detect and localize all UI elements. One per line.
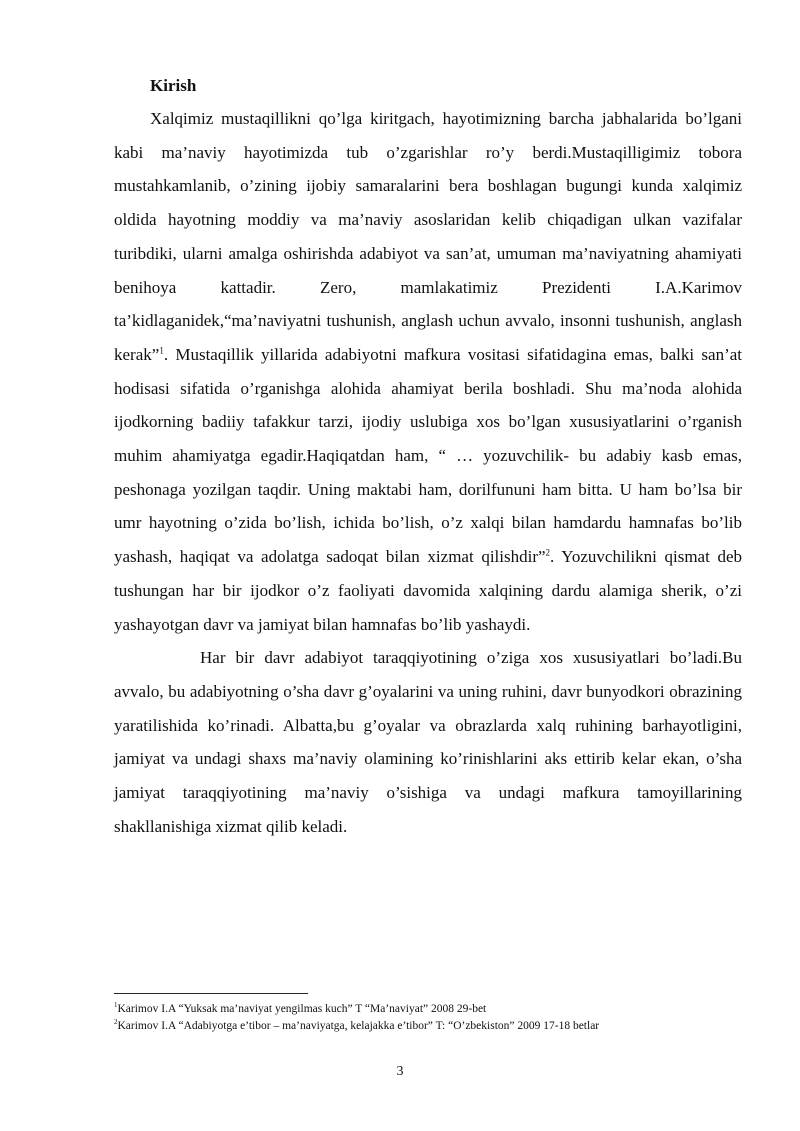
footnote-text-2: Karimov I.A “Adabiyotga e’tibor – ma’naviyatga, kelajakka e’tibor” T: “O’zbekiston” 2009 17-18 betlar bbox=[117, 1020, 600, 1032]
footnote-2 bbox=[114, 1018, 754, 1035]
footnotes bbox=[114, 1001, 754, 1035]
footnote-1 bbox=[114, 1001, 754, 1018]
page-number: 3 bbox=[396, 1064, 404, 1079]
footnote-divider bbox=[114, 993, 308, 994]
paragraph-2: Har bir davr adabiyot taraqqiyotining o’ziga xos xususiyatlari bo’ladi.Bu avvalo, bu adabiyotning o’sha davr g’oyalarini va uning ruhini, davr bunyodkori obrazining yaratilishida ko’rinadi. Albatta,bu g’oyalar va obrazlarda xalq ruhining barhayotligini, jamiyat va undagi shaxs ma’naviy olamining ko’rinishlarini aks ettirib kelar ekan, o’sha jamiyat taraqqiyotining ma’naviy o’sishiga va undagi mafkura tamoyillarining shakllanishiga xizmat qilib keladi. bbox=[114, 648, 742, 836]
paragraph-1 bbox=[114, 102, 742, 641]
section-heading: Kirish bbox=[150, 76, 197, 95]
paragraph-1-part-1: Xalqimiz mustaqillikni qo’lga kiritgach, hayotimizning barcha jabhalarida bo’lgani kabi ma’naviy hayotimizda tub o’zgarishlar ro’y berdi.Mustaqilligimiz tobora mustahkamlanib, o’zining ijobiy samaralarini bera boshlagan bugungi kunda xalqimiz oldida hayotning moddiy va ma’naviy asoslaridan kelib chiqadigan ulkan vazifalar turibdiki, ularni amalga oshirishda adabiyot va san’at, umuman ma’naviyatning ahamiyati benihoya kattadir. Zero, mamlakatimiz Prezidenti I.A.Karimov ta’kidlaganidek,“ma’naviyatni tushunish, anglash uchun avvalo, insonni tushunish, anglash kerak” bbox=[114, 109, 742, 364]
footnote-mark-1: 1 bbox=[114, 1001, 118, 1010]
paragraph-1-part-2: . Mustaqillik yillarida adabiyotni mafkura vositasi sifatidagina emas, balki san’at hodisasi sifatida o’rganishga alohida ahamiyat berila boshladi. Shu ma’noda alohida ijodkorning badiiy tafakkur tarzi, ijodiy uslubiga xos bo’lgan xususiyatlarini o’rganish muhim ahamiyatga egadir.Haqiqatdan ham, “ … yozuvchilik- bu adabiy kasb emas, peshonaga yozilgan taqdir. Uning maktabi ham, dorilfununi ham bitta. U ham bo’lsa bir umr hayotning o’zida bo’lish, ichida bo’lish, o’z xalqi bilan hamdardu hamnafas bo’lib yashash, haqiqat va adolatga sadoqat bilan xizmat qilishdir” bbox=[114, 344, 742, 567]
paragraph-1-part-3: . Yozuvchilikni qismat deb tushungan har bir ijodkor o’z faoliyati davomida xalqining dardu alamiga sherik, o’zi yashayotgan davr va jamiyat bilan hamnafas bo’lib yashaydi. bbox=[114, 547, 742, 634]
footnote-text-1: Karimov I.A “Yuksak ma’naviyat yengilmas kuch” T “Ma’naviyat” 2008 29-bet bbox=[117, 1003, 487, 1015]
footnote-ref-1[interactable]: 1 bbox=[159, 345, 164, 356]
footnote-mark-2: 2 bbox=[114, 1018, 118, 1027]
footnote-ref-2[interactable]: 2 bbox=[545, 547, 551, 558]
body-text bbox=[114, 102, 742, 843]
